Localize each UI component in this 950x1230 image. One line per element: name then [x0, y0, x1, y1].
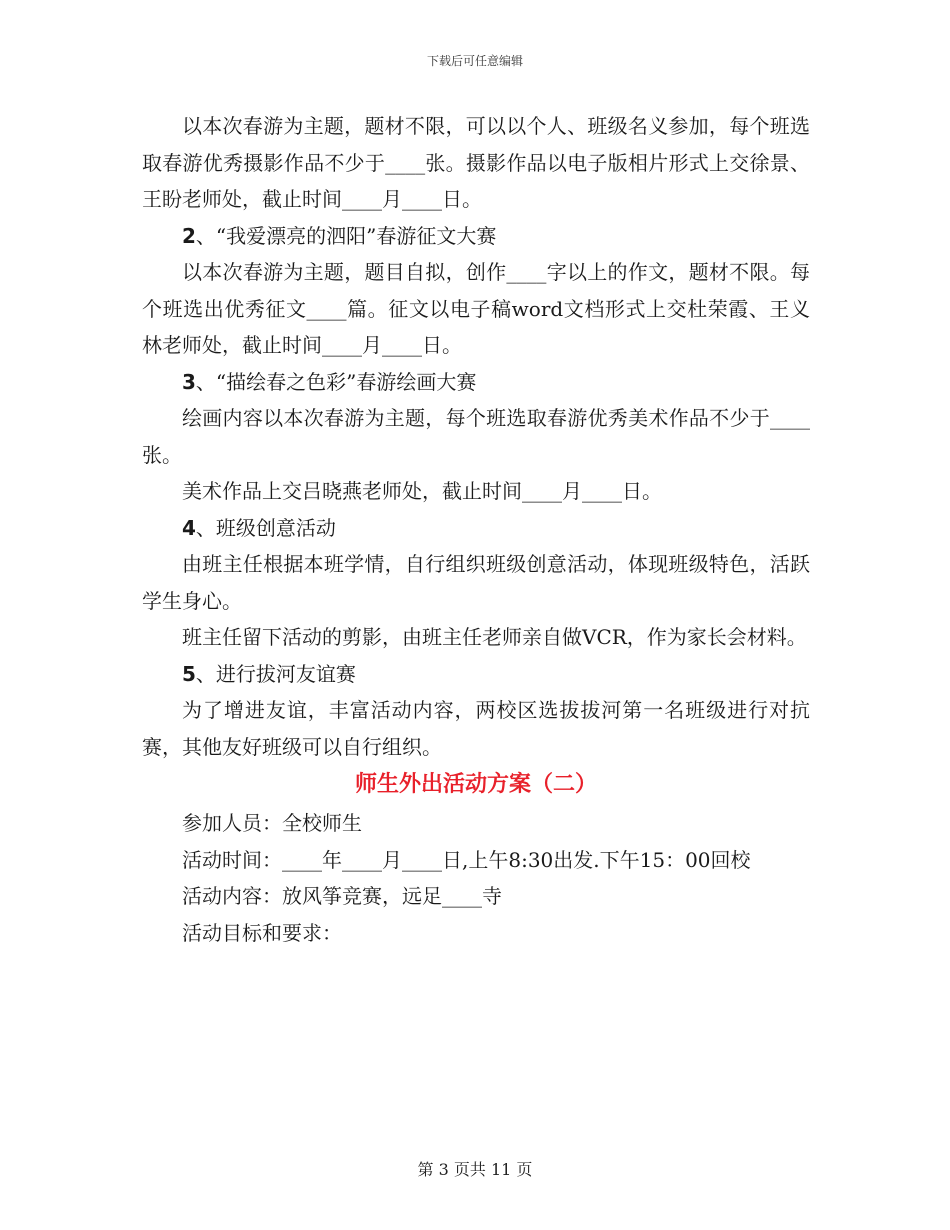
- paragraph-tug-of-war: 为了增进友谊，丰富活动内容，两校区选拔拔河第一名班级进行对抗赛，其他友好班级可以自行组织。: [142, 698, 810, 759]
- heading-number: 5: [182, 661, 196, 686]
- heading-text: 、“我爱漂亮的泗阳”春游征文大赛: [195, 223, 497, 248]
- paragraph-class-activity: 由班主任根据本班学情，自行组织班级创意活动，体现班级特色，活跃学生身心。: [142, 552, 810, 613]
- paragraph-photo-contest: 以本次春游为主题，题材不限，可以以个人、班级名义参加，每个班选取春游优秀摄影作品不少于____张。摄影作品以电子版相片形式上交徐景、王盼老师处，截止时间____月____日。: [142, 114, 810, 211]
- heading-essay-contest: [142, 218, 810, 255]
- document-body: [142, 108, 810, 951]
- paragraph-painting-submit: 美术作品上交吕晓燕老师处，截止时间____月____日。: [182, 479, 662, 503]
- heading-class-activity: [142, 510, 810, 547]
- heading-painting-contest: [142, 364, 810, 401]
- paragraph-activity-time: 活动时间：____年____月____日,上午8:30出发.下午15：00回校: [182, 847, 751, 872]
- heading-number: 4: [182, 515, 196, 540]
- paragraph-painting-content: 绘画内容以本次春游为主题，每个班选取春游优秀美术作品不少于____张。: [142, 406, 810, 467]
- paragraph-participants: 参加人员：全校师生: [182, 811, 362, 835]
- heading-number: 2: [182, 223, 196, 248]
- heading-tug-of-war: [142, 656, 810, 693]
- heading-number: 3: [182, 369, 196, 394]
- page-header: 下载后可任意编辑: [426, 54, 523, 68]
- page-footer: 第 3 页共 11 页: [417, 1160, 533, 1179]
- paragraph-activity-content: 活动内容：放风筝竞赛，远足____寺: [182, 884, 502, 908]
- paragraph-activity-goals: 活动目标和要求：: [182, 920, 342, 945]
- section-title: 师生外出活动方案（二）: [354, 772, 597, 797]
- paragraph-essay-contest: 以本次春游为主题，题目自拟，创作____字以上的作文，题材不限。每个班选出优秀征文____篇。征文以电子稿word文档形式上交杜荣霞、王义林老师处，截止时间____月____日。: [142, 260, 810, 357]
- paragraph-class-vcr: 班主任留下活动的剪影，由班主任老师亲自做VCR，作为家长会材料。: [182, 625, 807, 649]
- heading-text: 、“描绘春之色彩”春游绘画大赛: [195, 369, 477, 394]
- heading-text: 、班级创意活动: [195, 515, 336, 540]
- heading-text: 、进行拔河友谊赛: [195, 661, 356, 686]
